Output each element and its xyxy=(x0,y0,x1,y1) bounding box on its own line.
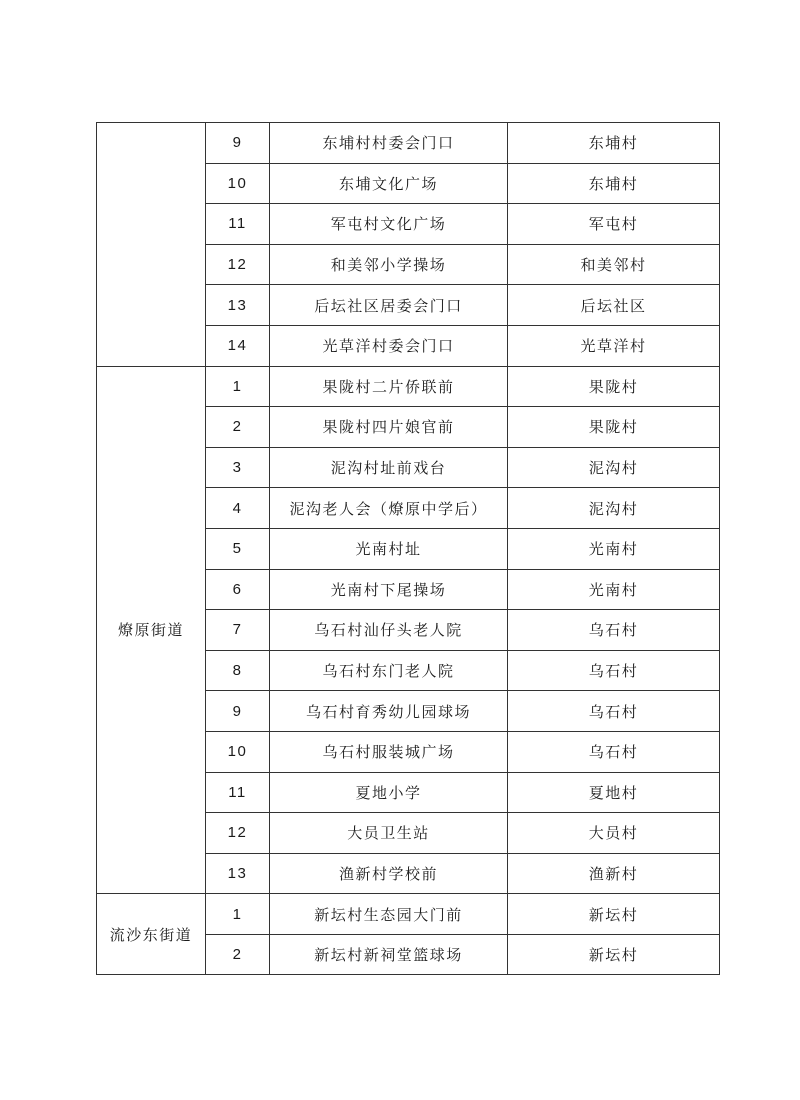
no-cell: 9 xyxy=(206,691,270,732)
village-cell: 乌石村 xyxy=(508,691,720,732)
table-row xyxy=(97,894,720,935)
village-cell: 果陇村 xyxy=(508,366,720,407)
village-cell: 光南村 xyxy=(508,569,720,610)
village-cell: 军屯村 xyxy=(508,204,720,245)
site-cell: 军屯村文化广场 xyxy=(270,204,508,245)
site-cell: 大员卫生站 xyxy=(270,813,508,854)
village-cell: 乌石村 xyxy=(508,650,720,691)
no-cell: 2 xyxy=(206,934,270,975)
district-cell: 燎原街道 xyxy=(97,366,206,894)
no-cell: 12 xyxy=(206,244,270,285)
no-cell: 11 xyxy=(206,772,270,813)
site-cell: 光南村下尾操场 xyxy=(270,569,508,610)
site-cell: 果陇村四片娘官前 xyxy=(270,407,508,448)
no-cell: 9 xyxy=(206,123,270,164)
no-cell: 12 xyxy=(206,813,270,854)
site-cell: 渔新村学校前 xyxy=(270,853,508,894)
village-cell: 渔新村 xyxy=(508,853,720,894)
village-cell: 乌石村 xyxy=(508,731,720,772)
no-cell: 10 xyxy=(206,163,270,204)
no-cell: 2 xyxy=(206,407,270,448)
village-cell: 泥沟村 xyxy=(508,488,720,529)
no-cell: 3 xyxy=(206,447,270,488)
village-cell: 新坛村 xyxy=(508,894,720,935)
no-cell: 5 xyxy=(206,528,270,569)
site-cell: 东埔文化广场 xyxy=(270,163,508,204)
village-cell: 泥沟村 xyxy=(508,447,720,488)
table-row xyxy=(97,366,720,407)
no-cell: 13 xyxy=(206,285,270,326)
sites-table xyxy=(96,122,720,975)
no-cell: 14 xyxy=(206,325,270,366)
site-cell: 乌石村汕仔头老人院 xyxy=(270,610,508,651)
no-cell: 13 xyxy=(206,853,270,894)
site-cell: 新坛村新祠堂篮球场 xyxy=(270,934,508,975)
site-cell: 后坛社区居委会门口 xyxy=(270,285,508,326)
site-cell: 乌石村服装城广场 xyxy=(270,731,508,772)
no-cell: 6 xyxy=(206,569,270,610)
village-cell: 光草洋村 xyxy=(508,325,720,366)
district-cell xyxy=(97,123,206,367)
village-cell: 光南村 xyxy=(508,528,720,569)
village-cell: 新坛村 xyxy=(508,934,720,975)
sites-table-body xyxy=(97,123,720,975)
village-cell: 后坛社区 xyxy=(508,285,720,326)
site-cell: 和美邻小学操场 xyxy=(270,244,508,285)
village-cell: 果陇村 xyxy=(508,407,720,448)
site-cell: 乌石村东门老人院 xyxy=(270,650,508,691)
no-cell: 1 xyxy=(206,366,270,407)
village-cell: 和美邻村 xyxy=(508,244,720,285)
site-cell: 夏地小学 xyxy=(270,772,508,813)
site-cell: 光南村址 xyxy=(270,528,508,569)
village-cell: 夏地村 xyxy=(508,772,720,813)
site-cell: 果陇村二片侨联前 xyxy=(270,366,508,407)
village-cell: 乌石村 xyxy=(508,610,720,651)
village-cell: 东埔村 xyxy=(508,163,720,204)
site-cell: 乌石村育秀幼儿园球场 xyxy=(270,691,508,732)
no-cell: 10 xyxy=(206,731,270,772)
site-cell: 东埔村村委会门口 xyxy=(270,123,508,164)
village-cell: 东埔村 xyxy=(508,123,720,164)
site-cell: 泥沟村址前戏台 xyxy=(270,447,508,488)
site-cell: 光草洋村委会门口 xyxy=(270,325,508,366)
village-cell: 大员村 xyxy=(508,813,720,854)
table-row xyxy=(97,123,720,164)
site-cell: 泥沟老人会（燎原中学后） xyxy=(270,488,508,529)
no-cell: 7 xyxy=(206,610,270,651)
no-cell: 11 xyxy=(206,204,270,245)
site-cell: 新坛村生态园大门前 xyxy=(270,894,508,935)
no-cell: 4 xyxy=(206,488,270,529)
no-cell: 1 xyxy=(206,894,270,935)
no-cell: 8 xyxy=(206,650,270,691)
district-cell: 流沙东街道 xyxy=(97,894,206,975)
